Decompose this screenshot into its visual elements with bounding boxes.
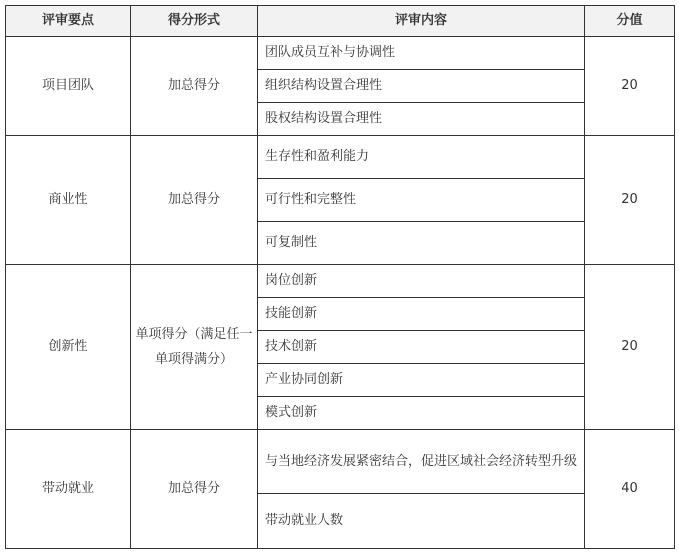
- evaluation-point-cell: 项目团队: [6, 37, 131, 136]
- evaluation-content-cell: 模式创新: [258, 397, 585, 430]
- evaluation-point-cell: 带动就业: [6, 430, 131, 549]
- evaluation-content-cell: 生存性和盈利能力: [258, 136, 585, 179]
- scoring-method-cell: 加总得分: [131, 430, 258, 549]
- evaluation-content-cell: 技术创新: [258, 331, 585, 364]
- evaluation-content-cell: 岗位创新: [258, 265, 585, 298]
- header-row: [6, 6, 675, 37]
- evaluation-content-cell: 与当地经济发展紧密结合，促进区域社会经济转型升级: [258, 430, 585, 494]
- header-evaluation-content: 评审内容: [258, 6, 585, 37]
- evaluation-content-cell: 产业协同创新: [258, 364, 585, 397]
- evaluation-content-cell: 组织结构设置合理性: [258, 70, 585, 103]
- evaluation-point-cell: 商业性: [6, 136, 131, 265]
- evaluation-table: [5, 5, 675, 549]
- evaluation-content-cell: 可行性和完整性: [258, 179, 585, 222]
- evaluation-content-cell: 股权结构设置合理性: [258, 103, 585, 136]
- evaluation-content-cell: 技能创新: [258, 298, 585, 331]
- evaluation-content-cell: 团队成员互补与协调性: [258, 37, 585, 70]
- table-row: [6, 37, 675, 70]
- header-score: 分值: [585, 6, 675, 37]
- score-cell: 20: [585, 136, 675, 265]
- evaluation-content-cell: 可复制性: [258, 222, 585, 265]
- scoring-method-cell: 单项得分（满足任一单项得满分）: [131, 265, 258, 430]
- evaluation-content-cell: 带动就业人数: [258, 494, 585, 549]
- scoring-method-cell: 加总得分: [131, 37, 258, 136]
- table-row: [6, 265, 675, 298]
- scoring-method-cell: 加总得分: [131, 136, 258, 265]
- table-row: [6, 136, 675, 179]
- score-cell: 20: [585, 265, 675, 430]
- score-cell: 20: [585, 37, 675, 136]
- header-scoring-method: 得分形式: [131, 6, 258, 37]
- table-row: [6, 430, 675, 494]
- score-cell: 40: [585, 430, 675, 549]
- header-evaluation-point: 评审要点: [6, 6, 131, 37]
- evaluation-point-cell: 创新性: [6, 265, 131, 430]
